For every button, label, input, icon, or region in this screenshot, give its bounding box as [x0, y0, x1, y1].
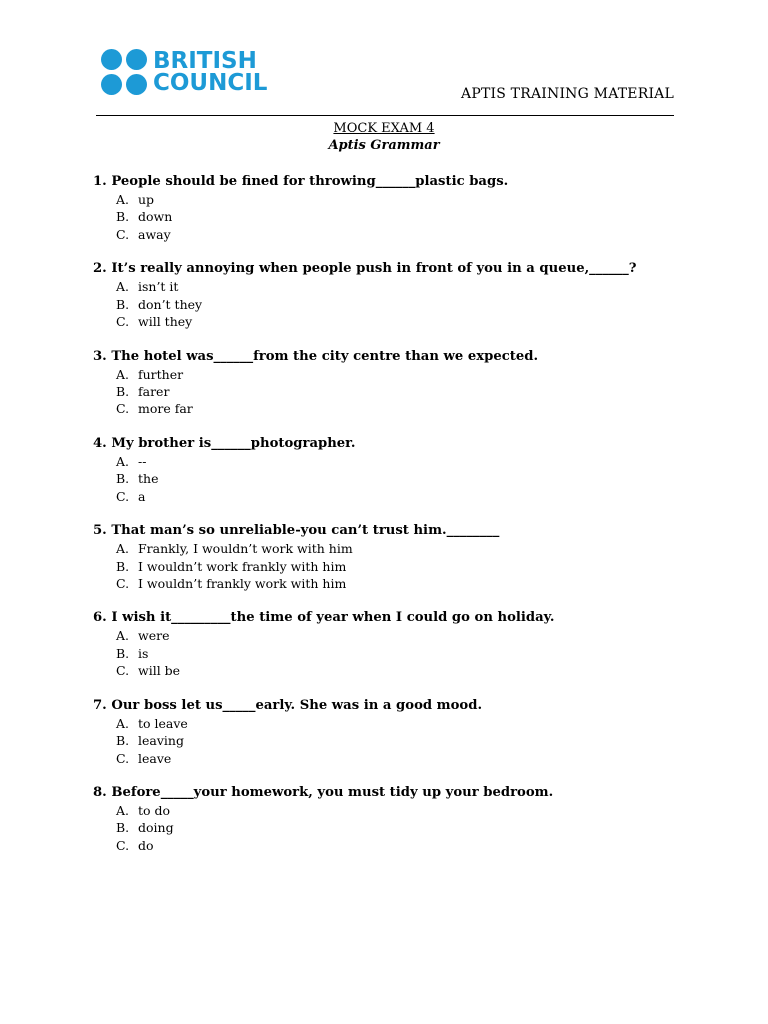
answer-option	[93, 575, 693, 592]
answer-option	[93, 383, 693, 400]
answer-option	[93, 558, 693, 575]
option-text: up	[138, 192, 155, 207]
option-text: will they	[138, 314, 193, 330]
answer-option	[93, 453, 693, 470]
option-text: I wouldn’t work frankly with him	[138, 558, 347, 574]
option-text: leaving	[138, 733, 184, 749]
option-letter: A.	[116, 366, 130, 382]
question-text: 8. Before_____your homework, you must tidy up your bedroom.	[93, 785, 554, 801]
option-text: away	[138, 226, 171, 242]
option-text: do	[138, 837, 154, 853]
option-letter: B.	[116, 645, 130, 661]
option-letter: A.	[116, 279, 130, 295]
answer-option	[93, 750, 693, 767]
question-text: 4. My brother is______photographer.	[93, 435, 356, 451]
question	[93, 260, 693, 347]
question-text: 7. Our boss let us_____early. She was in a good mood.	[93, 697, 483, 713]
exam-title-block	[0, 120, 768, 155]
question	[93, 522, 693, 609]
answer-option	[93, 540, 693, 557]
exam-title: MOCK EXAM 4	[333, 121, 435, 136]
question	[93, 173, 693, 260]
option-letter: C.	[116, 837, 130, 853]
question-list	[93, 173, 693, 871]
answer-option	[93, 837, 693, 854]
option-text: further	[138, 366, 184, 382]
answer-option	[93, 470, 693, 487]
option-text: down	[138, 209, 173, 225]
answer-option	[93, 802, 693, 819]
option-text: is	[138, 645, 149, 661]
question-text: 2. It’s really annoying when people push in front of you in a queue,______?	[93, 261, 637, 277]
option-text: more far	[138, 401, 193, 417]
question	[93, 697, 693, 784]
option-text: the	[138, 471, 159, 487]
option-letter: C.	[116, 314, 130, 330]
question-text: 6. I wish it_________the time of year when I could go on holiday.	[93, 610, 555, 626]
option-letter: A.	[116, 541, 130, 557]
option-text: doing	[138, 820, 174, 836]
answer-option	[93, 313, 693, 330]
answer-option	[93, 732, 693, 749]
option-letter: B.	[116, 558, 130, 574]
answer-option	[93, 366, 693, 383]
answer-option	[93, 400, 693, 417]
answer-option	[93, 208, 693, 225]
question-text: 5. That man’s so unreliable-you can’t trust him.________	[93, 523, 500, 539]
answer-option	[93, 488, 693, 505]
answer-option	[93, 226, 693, 243]
option-text: were	[138, 628, 170, 644]
answer-option	[93, 715, 693, 732]
option-letter: B.	[116, 820, 130, 836]
logo-line-1: BRITISH	[153, 48, 257, 74]
answer-option	[93, 191, 693, 208]
option-letter: C.	[116, 663, 130, 679]
option-text: Frankly, I wouldn’t work with him	[138, 541, 353, 557]
question-text: 1. People should be fined for throwing______plastic bags.	[93, 174, 509, 189]
option-text: --	[138, 453, 147, 469]
question	[93, 348, 693, 435]
option-letter: C.	[116, 488, 130, 504]
option-text: to do	[138, 803, 171, 819]
option-letter: A.	[116, 715, 130, 731]
option-letter: B.	[116, 471, 130, 487]
option-text: to leave	[138, 715, 188, 731]
exam-subtitle: Aptis Grammar	[328, 138, 440, 153]
answer-option	[93, 819, 693, 836]
option-letter: A.	[116, 628, 130, 644]
option-letter: C.	[116, 226, 130, 242]
option-text: don’t they	[138, 296, 203, 312]
option-text: a	[138, 488, 146, 504]
option-letter: C.	[116, 401, 130, 417]
answer-option	[93, 296, 693, 313]
question	[93, 435, 693, 522]
option-letter: C.	[116, 750, 130, 766]
answer-option	[93, 278, 693, 295]
option-text: isn’t it	[138, 279, 179, 295]
british-council-logo	[101, 49, 267, 95]
document-header-title: APTIS TRAINING MATERIAL	[461, 86, 674, 102]
option-letter: C.	[116, 576, 130, 591]
question-text: 3. The hotel was______from the city centre than we expected.	[93, 348, 539, 364]
option-letter: B.	[116, 384, 130, 399]
option-letter: B.	[116, 296, 130, 312]
question	[93, 784, 693, 871]
option-text: farer	[138, 384, 170, 399]
logo-dots-icon	[101, 49, 147, 95]
option-text: I wouldn’t frankly work with him	[138, 576, 347, 591]
option-letter: B.	[116, 209, 130, 225]
option-text: will be	[138, 663, 181, 679]
option-letter: A.	[116, 453, 130, 469]
answer-option	[93, 662, 693, 679]
answer-option	[93, 627, 693, 644]
logo-wordmark	[153, 50, 267, 94]
option-letter: A.	[116, 803, 130, 819]
header-divider	[96, 115, 674, 116]
option-letter: B.	[116, 733, 130, 749]
question	[93, 609, 693, 696]
option-letter: A.	[116, 192, 130, 207]
answer-option	[93, 645, 693, 662]
option-text: leave	[138, 750, 172, 766]
logo-line-2: COUNCIL	[153, 70, 268, 96]
